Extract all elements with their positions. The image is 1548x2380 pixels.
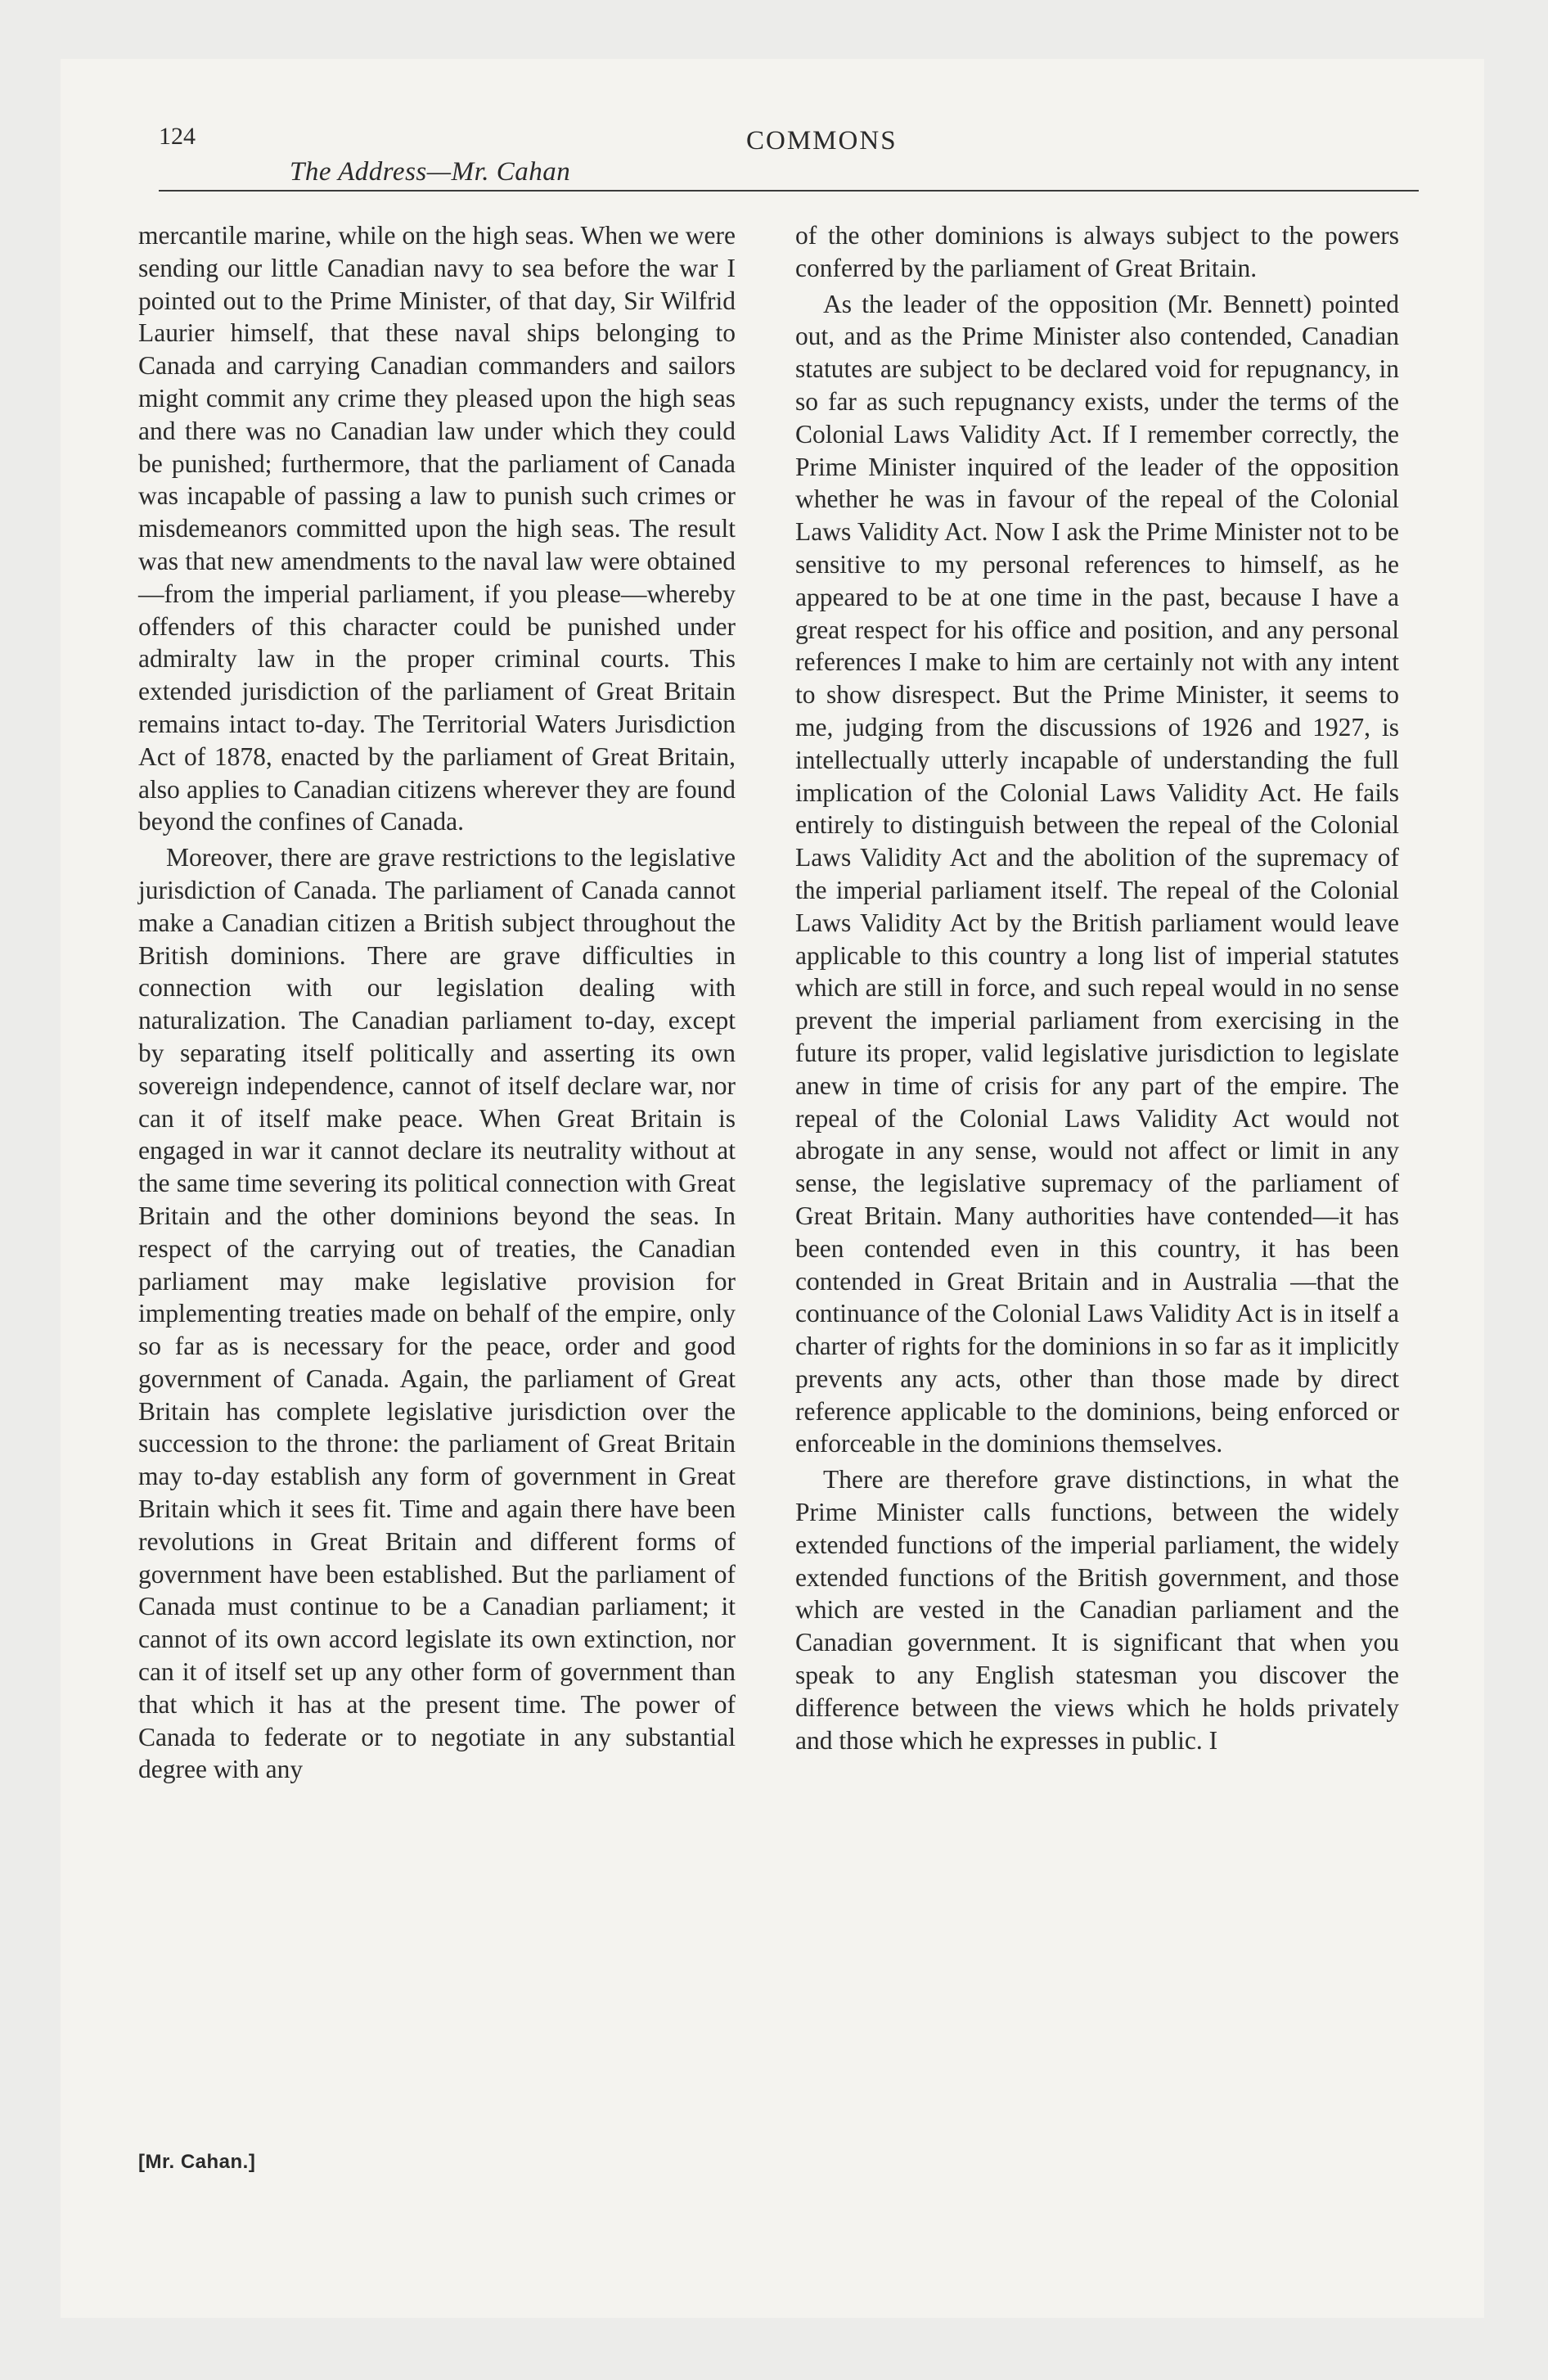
hansard-page xyxy=(61,59,1484,2318)
running-head xyxy=(159,116,1419,206)
page-number: 124 xyxy=(159,123,196,150)
chamber-title: COMMONS xyxy=(746,126,898,156)
right-paragraph-1: of the other dominions is always subject to the powers conferred by the parliament of Great Britain. xyxy=(795,221,1399,282)
left-paragraph-2: Moreover, there are grave restrictions to the legislative jurisdiction of Canada. The parliament of Canada cannot make a Canadian citizen a British subject throughout the British dominions. There are grave difficulties in connection with our legislation dealing with naturalization. The Canadian parliament to-day, except by separating itself politically and asserting its own sovereign independence, cannot of itself declare war, nor can it of itself make peace. When Great Britain is engaged in war it cannot declare its neutrality without at the same time severing its political connection with Great Britain and the other dominions beyond the seas. In respect of the carrying out of treaties, the Canadian parliament may make legislative provision for implementing treaties made on behalf of the empire, only so far as is necessary for the peace, order and good government of Canada. Again, the parliament of Great Britain has complete legislative jurisdiction over the succession to the throne: the parliament of Great Britain may to-day establish any form of government in Great Britain which it sees fit. Time and again there have been revolutions in Great Britain and different forms of government have been established. But the parliament of Canada must continue to be a Canadian parliament; it cannot of its own accord legislate its own extinction, nor can it of itself set up any other form of government than that which it has at the present time. The power of Canada to federate or to negotiate in any substantial degree with any xyxy=(138,843,736,1784)
left-paragraph-1: mercantile marine, while on the high seas. When we were sending our little Canadian navy to sea before the war I pointed out to the Prime Minister, of that day, Sir Wilfrid Laurier himself, that these naval ships belonging to Canada and carrying Canadian commanders and sailors might commit any crime they pleased upon the high seas and there was no Canadian law under which they could be punished; furthermore, that the parliament of Canada was incapable of passing a law to punish such crimes or misdemeanors committed upon the high seas. The result was that new amendments to the naval law were obtained—from the imperial parliament, if you please—whereby offenders of this character could be punished under admiralty law in the proper criminal courts. This extended jurisdiction of the parliament of Great Britain remains intact to-day. The Territorial Waters Jurisdiction Act of 1878, enacted by the parliament of Great Britain, also applies to Canadian citizens wherever they are found beyond the confines of Canada. xyxy=(138,221,736,836)
right-paragraph-2: As the leader of the opposition (Mr. Bennett) pointed out, and as the Prime Minister also contended, Canadian statutes are subject to be declared void for repugnancy, in so far as such repugnancy exists, under the terms of the Colonial Laws Validity Act. If I remember correctly, the Prime Minister inquired of the leader of the opposition whether he was in favour of the repeal of the Colonial Laws Validity Act. Now I ask the Prime Minister not to be sensitive to my personal references to himself, as he appeared to be at one time in the past, because I have a great respect for his office and position, and any personal references I make to him are certainly not with any intent to show disrespect. But the Prime Minister, it seems to me, judging from the discussions of 1926 and 1927, is intellectually utterly incapable of understanding the full implication of the Colonial Laws Validity Act. He fails entirely to distinguish between the repeal of the Colonial Laws Validity Act and the abolition of the supremacy of the imperial parliament itself. The repeal of the Colonial Laws Validity Act by the British parliament would leave applicable to this country a long list of imperial statutes which are still in force, and such repeal would in no sense prevent the imperial parliament from exercising in the future its proper, valid legislative jurisdiction to legislate anew in time of crisis for any part of the empire. The repeal of the Colonial Laws Validity Act would not abrogate in any sense, would not affect or limit in any sense, the legislative supremacy of the parliament of Great Britain. Many authorities have contended—it has been contended even in this country, it has been contended in Great Britain and in Australia —that the continuance of the Colonial Laws Validity Act is in itself a charter of rights for the dominions in so far as it implicitly prevents any acts, other than those made by direct reference applicable to the dominions, being enforced or enforceable in the dominions themselves. xyxy=(795,289,1399,1458)
right-paragraph-3: There are therefore grave distinctions, in what the Prime Minister calls functions, between the widely extended functions of the imperial parliament, the widely extended functions of the British government, and those which are vested in the Canadian parliament and the Canadian government. It is significant that when you speak to any English statesman you discover the difference between the views which he holds privately and those which he expresses in public. I xyxy=(795,1465,1399,1755)
section-title: The Address—Mr. Cahan xyxy=(290,157,571,187)
header-rule xyxy=(159,190,1419,192)
right-column xyxy=(795,219,1399,1756)
left-column xyxy=(138,219,736,1786)
speaker-tag: [Mr. Cahan.] xyxy=(138,2151,256,2173)
